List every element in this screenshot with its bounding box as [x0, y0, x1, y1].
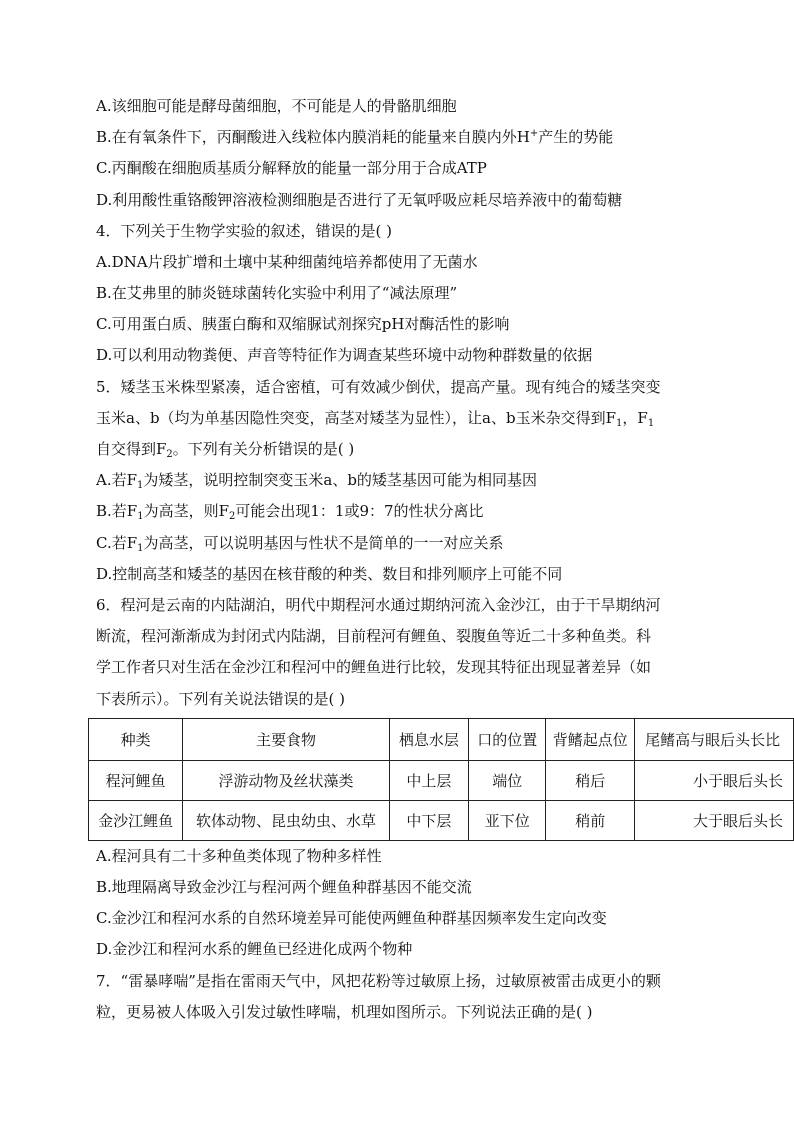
table-header-cell: 栖息水层 [389, 719, 468, 761]
q6-option-d: D.金沙江和程河水系的鲤鱼已经进化成两个物种 [96, 940, 413, 958]
table-cell: 程河鲤鱼 [89, 761, 183, 801]
q5-option-c: C.若$F_1$为高茎，可以说明基因与性状不是简单的一一对应关系 [96, 534, 504, 554]
table-header-cell: 背鳍起点位 [546, 719, 635, 761]
q7-stem-line-2: 粒，更易被人体吸入引发过敏性哮喘，机理如图所示。下列说法正确的是( ) [96, 1003, 593, 1021]
q5-option-b: B.若$F_1$为高茎，则$F_2$可能会出现1：1或9：7的性状分离比 [96, 502, 484, 522]
q4-option-c: C.可用蛋白质、胰蛋白酶和双缩脲试剂探究pH对酶活性的影响 [96, 315, 510, 333]
q3-option-a: A.该细胞可能是酵母菌细胞，不可能是人的骨骼肌细胞 [96, 97, 457, 115]
table-header-row [89, 719, 794, 761]
table-cell: 小于眼后头长 [635, 761, 794, 801]
q5-option-a: A.若$F_1$为矮茎，说明控制突变玉米a、b的矮茎基因可能为相同基因 [96, 471, 537, 491]
q4-option-d: D.可以利用动物粪便、声音等特征作为调查某些环境中动物种群数量的依据 [96, 346, 593, 364]
q6-option-c: C.金沙江和程河水系的自然环境差异可能使两鲤鱼种群基因频率发生定向改变 [96, 909, 607, 927]
table-cell: 端位 [469, 761, 546, 801]
table-header-cell: 尾鳍高与眼后头长比 [635, 719, 794, 761]
table-cell: 稍前 [546, 801, 635, 841]
q6-stem-line-4: 下表所示）。下列有关说法错误的是( ) [96, 690, 345, 708]
q6-stem-line-3: 学工作者只对生活在金沙江和程河中的鲤鱼进行比较，发现其特征出现显著差异（如 [96, 658, 652, 676]
table-cell: 大于眼后头长 [635, 801, 794, 841]
table-header-cell: 主要食物 [183, 719, 390, 761]
q6-option-b: B.地理隔离导致金沙江与程河两个鲤鱼种群基因不能交流 [96, 878, 472, 896]
table-cell: 中下层 [389, 801, 468, 841]
table-cell: 中上层 [389, 761, 468, 801]
q5-stem-line-3: 自交得到$F_2$。下列有关分析错误的是( ) [96, 440, 355, 460]
q3-option-d: D.利用酸性重铬酸钾溶液检测细胞是否进行了无氧呼吸应耗尽培养液中的葡萄糖 [96, 191, 623, 209]
q4-option-b: B.在艾弗里的肺炎链球菌转化实验中利用了“减法原理” [96, 284, 458, 302]
q5-stem-line-2: 玉米a、b（均为单基因隐性突变，高茎对矮茎为显性），让a、b玉米杂交得到$F_1$，$F_1$ [96, 409, 655, 429]
table-cell: 金沙江鲤鱼 [89, 801, 183, 841]
q3-option-b: B.在有氧条件下，丙酮酸进入线粒体内膜消耗的能量来自膜内外H+产生的势能 [96, 128, 614, 146]
table-cell: 亚下位 [469, 801, 546, 841]
table-cell: 稍后 [546, 761, 635, 801]
table-cell: 软体动物、昆虫幼虫、水草 [183, 801, 390, 841]
table-cell: 浮游动物及丝状藻类 [183, 761, 390, 801]
q6-option-a: A.程河具有二十多种鱼类体现了物种多样性 [96, 847, 382, 865]
table-header-cell: 种类 [89, 719, 183, 761]
q5-stem-line-1: 5．矮茎玉米株型紧凑，适合密植，可有效减少倒伏，提高产量。现有纯合的矮茎突变 [96, 378, 661, 396]
q7-stem-line-1: 7．“雷暴哮喘”是指在雷雨天气中，风把花粉等过敏原上扬，过敏原被雷击成更小的颗 [96, 972, 661, 990]
q3-option-c: C.丙酮酸在细胞质基质分解释放的能量一部分用于合成ATP [96, 159, 487, 177]
q5-option-d: D.控制高茎和矮茎的基因在核苷酸的种类、数目和排列顺序上可能不同 [96, 565, 563, 583]
table-header-cell: 口的位置 [469, 719, 546, 761]
q4-stem: 4．下列关于生物学实验的叙述，错误的是( ) [96, 222, 393, 240]
table-row [89, 801, 794, 841]
fish-comparison-table [88, 718, 794, 841]
q6-stem-line-2: 断流，程河渐渐成为封闭式内陆湖，目前程河有鲤鱼、裂腹鱼等近二十多种鱼类。科 [96, 627, 652, 645]
q4-option-a: A.DNA片段扩增和土壤中某种细菌纯培养都使用了无菌水 [96, 253, 478, 271]
q6-stem-line-1: 6．程河是云南的内陆湖泊，明代中期程河水通过期纳河流入金沙江，由于干旱期纳河 [96, 596, 661, 614]
table-row [89, 761, 794, 801]
